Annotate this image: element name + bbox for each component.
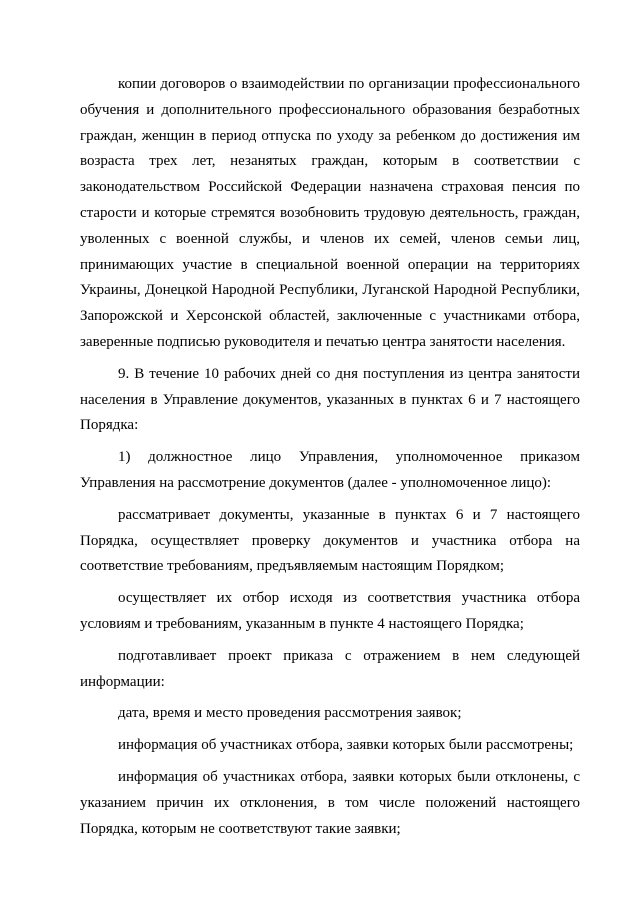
paragraph-item-9: 9. В течение 10 рабочих дней со дня поступления из центра занятости населения в Управление документов, указанных в пунктах 6 и 7 настоящего Порядка: — [80, 365, 580, 434]
paragraph-rejected-participants: информация об участниках отбора, заявки которых были отклонены, с указанием причин их отклонения, в том числе положений настоящего Порядка, которым не соответствуют такие заявки; — [80, 768, 580, 837]
paragraph-reviews-documents: рассматривает документы, указанные в пунктах 6 и 7 настоящего Порядка, осуществляет проверку документов и участника отбора на соответствие требованиям, предъявляемым настоящим Порядком; — [80, 506, 580, 575]
paragraph-prepares-order: подготавливает проект приказа с отражением в нем следующей информации: — [80, 647, 580, 690]
paragraph-reviewed-participants: информация об участниках отбора, заявки которых были рассмотрены; — [118, 737, 574, 754]
paragraph-performs-selection: осуществляет их отбор исходя из соответствия участника отбора условиям и требованиям, указанным в пункте 4 настоящего Порядка; — [80, 590, 580, 632]
document-page — [80, 72, 580, 842]
paragraph-date-time-place: дата, время и место проведения рассмотрения заявок; — [118, 705, 462, 722]
paragraph-contract-copies: копии договоров о взаимодействии по организации профессионального обучения и дополнительного профессионального образования безработных граждан, женщин в период отпуска по уходу за ребенком до достижения им возраста трех лет, незанятых граждан, которым в соответствии с законодательством Российской Федерации назначена страховая пенсия по старости и которые стремятся возобновить трудовую деятельность, граждан, уволенных с военной службы, и членов их семей, членов семьи лиц, принимающих участие в специальной военной операции на территориях Украины, Донецкой Народной Республики, Луганской Народной Республики, Запорожской и Херсонской областей, заключенные с участниками отбора, заверенные подписью руководителя и печатью центра занятости населения. — [80, 76, 580, 350]
paragraph-subitem-1: 1) должностное лицо Управления, уполномоченное приказом Управления на рассмотрение документов (далее - уполномоченное лицо): — [80, 449, 580, 491]
